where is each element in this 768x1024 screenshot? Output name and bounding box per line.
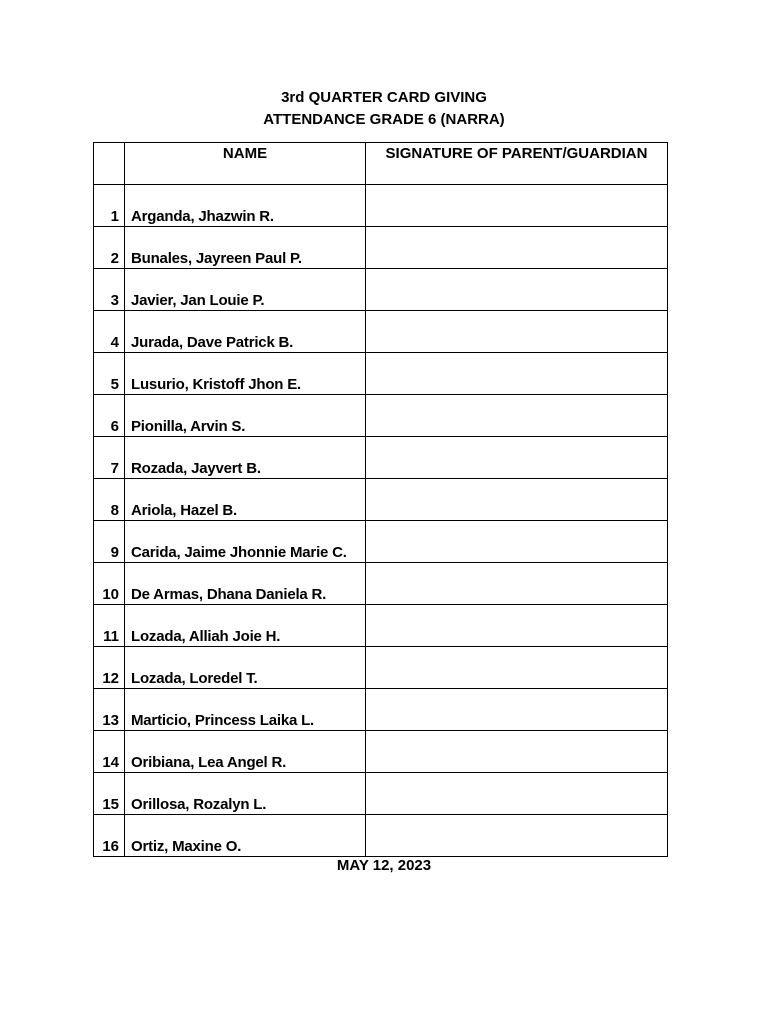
row-number: 10 — [94, 563, 125, 605]
row-number: 1 — [94, 185, 125, 227]
table-row — [94, 605, 668, 647]
signature-cell[interactable] — [366, 815, 668, 857]
signature-cell[interactable] — [366, 773, 668, 815]
header-number — [94, 143, 125, 185]
table-row — [94, 521, 668, 563]
row-number: 6 — [94, 395, 125, 437]
student-name: Rozada, Jayvert B. — [125, 437, 366, 479]
table-row — [94, 395, 668, 437]
row-number: 16 — [94, 815, 125, 857]
row-number: 15 — [94, 773, 125, 815]
row-number: 9 — [94, 521, 125, 563]
header-signature: SIGNATURE OF PARENT/GUARDIAN — [366, 143, 668, 185]
table-row — [94, 227, 668, 269]
signature-cell[interactable] — [366, 227, 668, 269]
row-number: 2 — [94, 227, 125, 269]
document-title: 3rd QUARTER CARD GIVING — [281, 89, 487, 106]
student-name: Arganda, Jhazwin R. — [125, 185, 366, 227]
student-name: Carida, Jaime Jhonnie Marie C. — [125, 521, 366, 563]
student-name: Pionilla, Arvin S. — [125, 395, 366, 437]
document-date: MAY 12, 2023 — [336, 857, 432, 874]
table-header-row — [94, 143, 668, 185]
table-row — [94, 689, 668, 731]
signature-cell[interactable] — [366, 521, 668, 563]
table-row — [94, 647, 668, 689]
row-number: 11 — [94, 605, 125, 647]
student-name: Bunales, Jayreen Paul P. — [125, 227, 366, 269]
attendance-table — [93, 142, 668, 857]
header-name: NAME — [125, 143, 366, 185]
signature-cell[interactable] — [366, 437, 668, 479]
table-row — [94, 269, 668, 311]
student-name: Marticio, Princess Laika L. — [125, 689, 366, 731]
table-row — [94, 437, 668, 479]
table-row — [94, 773, 668, 815]
document-subtitle: ATTENDANCE GRADE 6 (NARRA) — [263, 111, 505, 128]
student-name: Orillosa, Rozalyn L. — [125, 773, 366, 815]
signature-cell[interactable] — [366, 647, 668, 689]
student-name: Lozada, Alliah Joie H. — [125, 605, 366, 647]
row-number: 4 — [94, 311, 125, 353]
signature-cell[interactable] — [366, 731, 668, 773]
signature-cell[interactable] — [366, 563, 668, 605]
row-number: 12 — [94, 647, 125, 689]
signature-cell[interactable] — [366, 605, 668, 647]
student-name: Ortiz, Maxine O. — [125, 815, 366, 857]
row-number: 3 — [94, 269, 125, 311]
table-row — [94, 353, 668, 395]
row-number: 8 — [94, 479, 125, 521]
signature-cell[interactable] — [366, 269, 668, 311]
student-name: Lozada, Loredel T. — [125, 647, 366, 689]
row-number: 7 — [94, 437, 125, 479]
row-number: 13 — [94, 689, 125, 731]
student-name: Oribiana, Lea Angel R. — [125, 731, 366, 773]
signature-cell[interactable] — [366, 689, 668, 731]
signature-cell[interactable] — [366, 395, 668, 437]
table-row — [94, 563, 668, 605]
table-row — [94, 815, 668, 857]
attendance-rows — [94, 185, 668, 857]
signature-cell[interactable] — [366, 353, 668, 395]
student-name: Jurada, Dave Patrick B. — [125, 311, 366, 353]
student-name: De Armas, Dhana Daniela R. — [125, 563, 366, 605]
signature-cell[interactable] — [366, 479, 668, 521]
signature-cell[interactable] — [366, 185, 668, 227]
row-number: 14 — [94, 731, 125, 773]
student-name: Lusurio, Kristoff Jhon E. — [125, 353, 366, 395]
table-row — [94, 311, 668, 353]
student-name: Javier, Jan Louie P. — [125, 269, 366, 311]
signature-cell[interactable] — [366, 311, 668, 353]
table-row — [94, 185, 668, 227]
row-number: 5 — [94, 353, 125, 395]
table-row — [94, 479, 668, 521]
student-name: Ariola, Hazel B. — [125, 479, 366, 521]
table-row — [94, 731, 668, 773]
